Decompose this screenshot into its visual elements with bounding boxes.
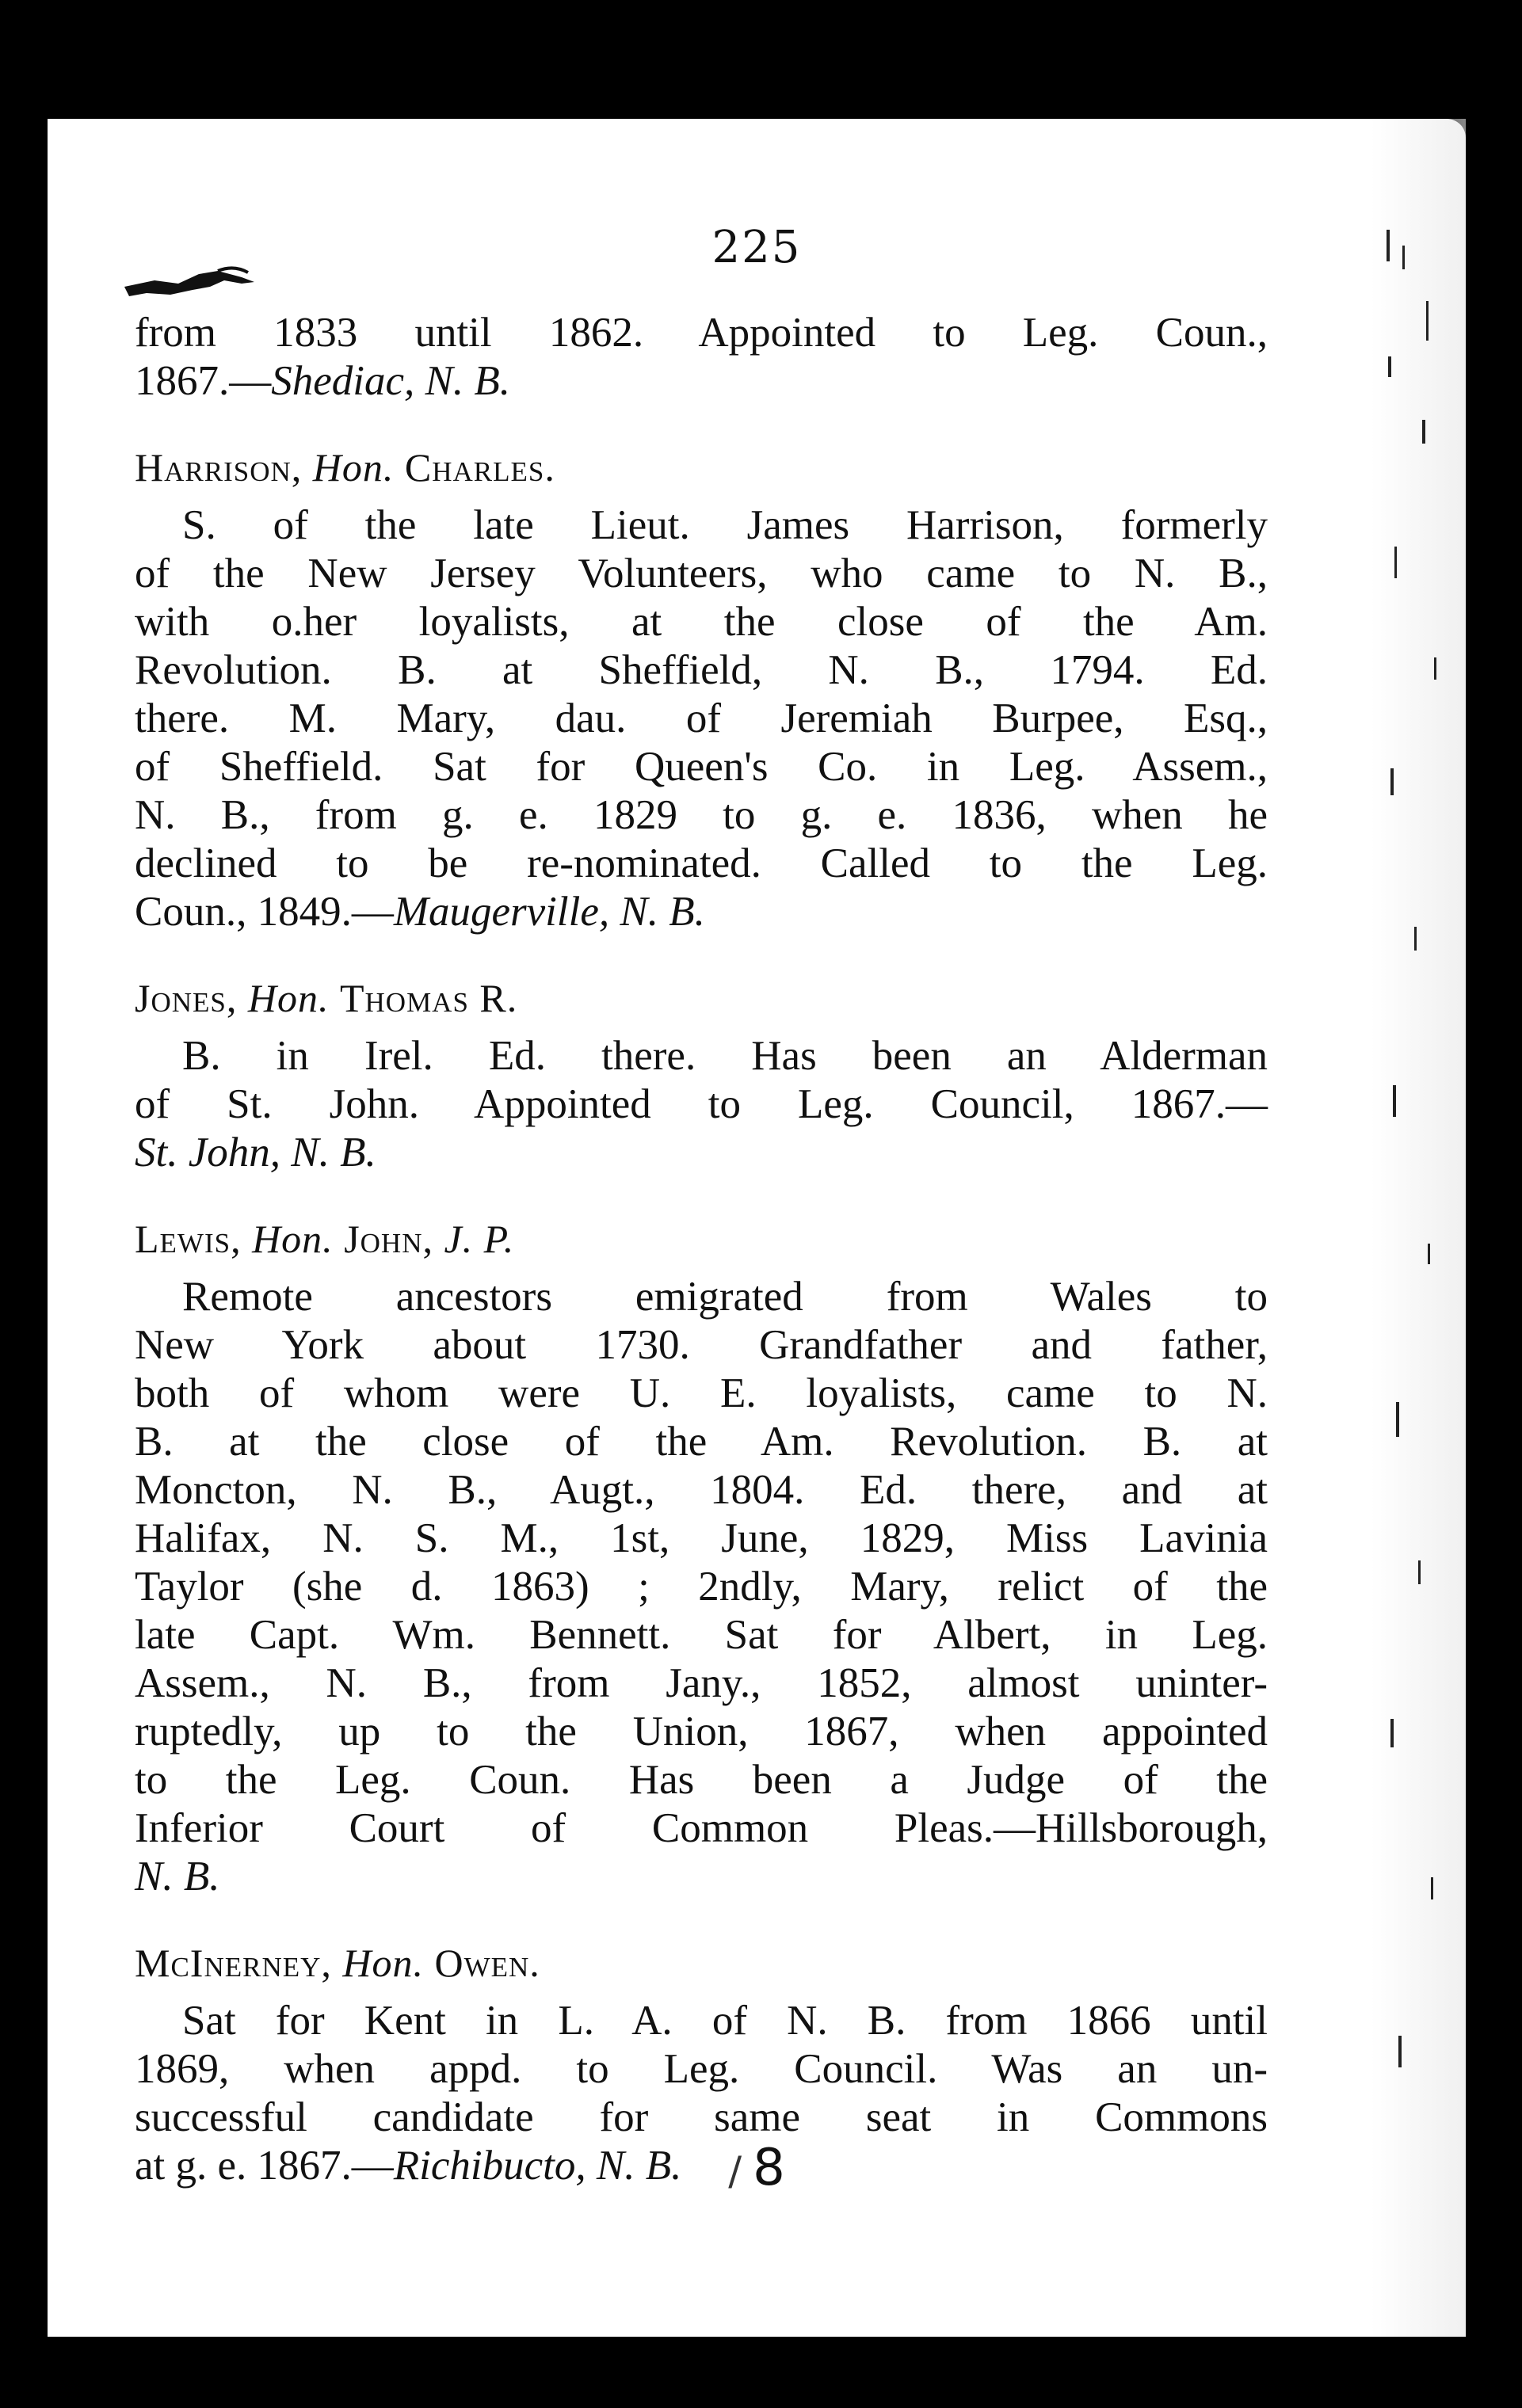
entry-given-name: Charles. bbox=[404, 445, 555, 490]
signature-mark: / 8 bbox=[728, 2139, 785, 2197]
text-line: Coun., 1849.—Maugerville, N. B. bbox=[135, 889, 705, 935]
text-line bbox=[135, 1853, 1268, 1901]
entry-suffix: J. P. bbox=[444, 1217, 515, 1261]
text-line: Inferior Court of Common Pleas.—Hillsborough, bbox=[135, 1805, 1268, 1851]
place-name: Maugerville, N. B. bbox=[393, 889, 705, 935]
entry-surname: Harrison bbox=[135, 445, 292, 490]
printers-mark-icon bbox=[123, 266, 257, 299]
print-specks bbox=[1379, 214, 1450, 2194]
text-line: Assem., N. B., from Jany., 1852, almost uninter- bbox=[135, 1660, 1268, 1706]
text-line: of the New Jersey Volunteers, who came to N. B., bbox=[135, 551, 1268, 596]
text-line: both of whom were U. E. loyalists, came to N. bbox=[135, 1370, 1268, 1416]
text-line: successful candidate for same seat in Commons bbox=[135, 2094, 1268, 2140]
text-line: Sat for Kent in L. A. of N. B. from 1866 until bbox=[182, 1998, 1268, 2044]
entry-title: Hon. bbox=[342, 1941, 424, 1985]
text-line bbox=[135, 1129, 1268, 1177]
continued-paragraph bbox=[135, 309, 1268, 406]
entry-body bbox=[135, 1032, 1268, 1177]
text-line: New York about 1730. Grandfather and father, bbox=[135, 1322, 1268, 1368]
text-line: 1869, when appd. to Leg. Council. Was an un- bbox=[135, 2046, 1268, 2092]
text-line: Revolution. B. at Sheffield, N. B., 1794. Ed. bbox=[135, 647, 1268, 693]
text-line: late Capt. Wm. Bennett. Sat for Albert, in Leg. bbox=[135, 1612, 1268, 1658]
text-line: S. of the late Lieut. James Harrison, formerly bbox=[182, 502, 1268, 548]
entry-surname: Jones bbox=[135, 976, 227, 1020]
text-line: of St. John. Appointed to Leg. Council, 1867.— bbox=[135, 1081, 1268, 1127]
entry-title: Hon. bbox=[312, 445, 395, 490]
text-line: ruptedly, up to the Union, 1867, when appointed bbox=[135, 1709, 1268, 1755]
book-page bbox=[48, 119, 1466, 2337]
text-line: there. M. Mary, dau. of Jeremiah Burpee, Esq., bbox=[135, 695, 1268, 741]
text-line: Halifax, N. S. M., 1st, June, 1829, Miss Lavinia bbox=[135, 1515, 1268, 1561]
text-line: to the Leg. Coun. Has been a Judge of the bbox=[135, 1757, 1268, 1803]
entry-heading: McInerney, Hon. Owen. bbox=[135, 1941, 540, 1985]
entry-body bbox=[135, 501, 1268, 936]
text-line: N. B., from g. e. 1829 to g. e. 1836, when he bbox=[135, 792, 1268, 838]
text-line: from 1833 until 1862. Appointed to Leg. Coun., bbox=[135, 310, 1268, 356]
text-line: of Sheffield. Sat for Queen's Co. in Leg. Assem., bbox=[135, 744, 1268, 790]
entry-heading: Harrison, Hon. Charles. bbox=[135, 445, 555, 490]
entry-surname: Lewis bbox=[135, 1217, 231, 1261]
entry-title: Hon. bbox=[247, 976, 330, 1020]
text-line: Moncton, N. B., Augt., 1804. Ed. there, and at bbox=[135, 1467, 1268, 1513]
text-line: at g. e. 1867.—Richibucto, N. B. bbox=[135, 2143, 682, 2189]
entry-given-name: John, bbox=[344, 1217, 433, 1261]
place-name: St. John, N. B. bbox=[135, 1130, 376, 1175]
entry-heading: Lewis, Hon. John, J. P. bbox=[135, 1217, 515, 1261]
place-name: Richibucto, N. B. bbox=[393, 2143, 682, 2189]
entry-heading: Jones, Hon. Thomas R. bbox=[135, 976, 518, 1020]
text-line: 1867.—Shediac, N. B. bbox=[135, 358, 510, 404]
page-number: 225 bbox=[711, 222, 802, 273]
entry-body bbox=[135, 1273, 1268, 1901]
page-text bbox=[135, 309, 1268, 2190]
entry-surname: McInerney bbox=[135, 1941, 322, 1985]
text-line: Remote ancestors emigrated from Wales to bbox=[182, 1274, 1268, 1320]
text-line: B. in Irel. Ed. there. Has been an Alderman bbox=[182, 1033, 1268, 1079]
text-line: B. at the close of the Am. Revolution. B. at bbox=[135, 1419, 1268, 1465]
text-line: declined to be re-nominated. Called to the Leg. bbox=[135, 840, 1268, 886]
entry-title: Hon. bbox=[252, 1217, 334, 1261]
text-line: Taylor (she d. 1863) ; 2ndly, Mary, relict of the bbox=[135, 1564, 1268, 1610]
place-name: Shediac, N. B. bbox=[271, 358, 510, 404]
text-line: with o.her loyalists, at the close of the Am. bbox=[135, 599, 1268, 645]
place-name: N. B. bbox=[135, 1854, 220, 1899]
entry-given-name: Owen. bbox=[434, 1941, 540, 1985]
entry-given-name: Thomas R. bbox=[339, 976, 518, 1020]
